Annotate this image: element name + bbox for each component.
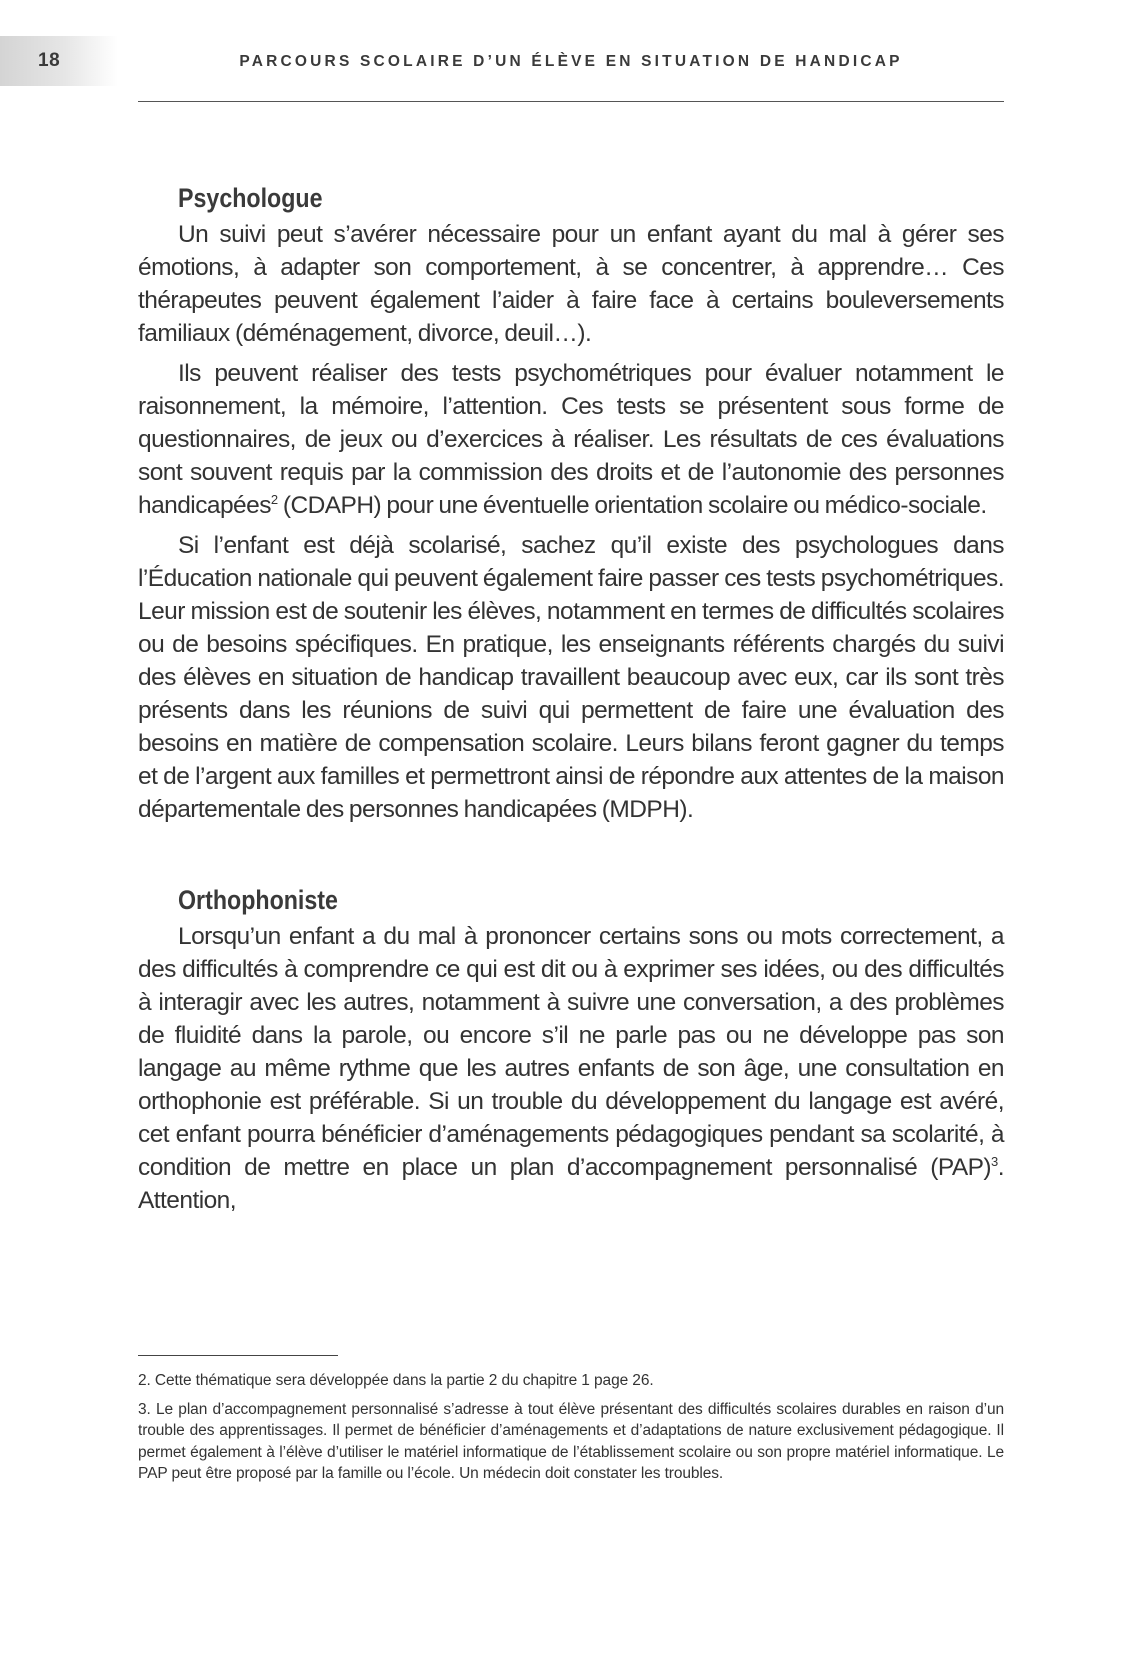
footnote: 3. Le plan d’accompagnement personnalisé s’adresse à tout élève présentant des difficultés scolaires durables en raison d’un trouble des apprentissages. Il permet de bénéficier d’aménagements et d’adaptations de nature exclusivement pédagogique. Il permet également à l’élève d’utiliser le matériel informatique de l’établissement scolaire ou son propre matériel informatique. Le PAP peut être proposé par la famille ou l’école. Un médecin doit constater les troubles.	[138, 1400, 1004, 1482]
paragraph	[138, 218, 1004, 350]
paragraph-text: . Attention,	[138, 1154, 1004, 1214]
paragraph	[138, 920, 1004, 1217]
paragraph	[138, 529, 1004, 826]
footnote-divider	[138, 1355, 338, 1356]
page-number: 18	[38, 50, 61, 71]
paragraph-text: (CDAPH) pour une éventuelle orientation scolaire ou médico-sociale.	[277, 492, 987, 519]
section-heading-psychologue: Psychologue	[178, 183, 323, 213]
footnote-reference: 2	[270, 492, 278, 507]
section-heading-orthophoniste: Orthophoniste	[178, 885, 338, 915]
running-title: PARCOURS SCOLAIRE D’UN ÉLÈVE EN SITUATION DE HANDICAP	[239, 53, 903, 70]
body-text	[138, 180, 1004, 1224]
paragraph-text: Un suivi peut s’avérer nécessaire pour un enfant ayant du mal à gérer ses émotions, à adapter son comportement, à se concentrer, à apprendre… Ces thérapeutes peuvent également l’aider à faire face à certains bouleversements familiaux (déménagement, divorce, deuil…).	[138, 221, 1004, 347]
footnotes	[138, 1370, 1004, 1492]
footnote-reference: 3	[991, 1154, 998, 1169]
paragraph-text: Lorsqu’un enfant a du mal à prononcer certains sons ou mots correctement, a des difficultés à comprendre ce qui est dit ou à exprimer ses idées, ou des difficultés à interagir avec les autres, notamment à suivre une conversation, a des problèmes de fluidité dans la parole, ou encore s’il ne parle pas ou ne développe pas son langage au même rythme que les autres enfants de son âge, une consultation en orthophonie est préférable. Si un trouble du développement du langage est avéré, cet enfant pourra bénéficier d’aménagements pédagogiques pendant sa scolarité, à condition de mettre en place un plan d’accompagnement personnalisé (PAP)	[138, 923, 1004, 1181]
paragraph	[138, 357, 1004, 522]
header-divider	[138, 101, 1004, 102]
paragraph-text: Ils peuvent réaliser des tests psychométriques pour évaluer notamment le raisonnement, la mémoire, l’attention. Ces tests se présentent sous forme de questionnaires, de jeux ou d’exercices à réaliser. Les résultats de ces évaluations sont souvent requis par la commission des droits et de l’autonomie des personnes handicapées	[138, 360, 1004, 519]
footnote: 2. Cette thématique sera développée dans la partie 2 du chapitre 1 page 26.	[138, 1372, 654, 1389]
paragraph-text: Si l’enfant est déjà scolarisé, sachez qu’il existe des psychologues dans l’Éducation nationale qui peuvent également faire passer ces tests psychométriques. Leur mission est de soutenir les élèves, notamment en termes de difficultés scolaires ou de besoins spécifiques. En pratique, les enseignants référents chargés du suivi des élèves en situation de handicap travaillent beaucoup avec eux, car ils sont très présents dans les réunions de suivi qui permettent de faire une évaluation des besoins en matière de compensation scolaire. Leurs bilans feront gagner du temps et de l’argent aux familles et permettront ainsi de répondre aux attentes de la maison départementale des personnes handicapées (MDPH).	[138, 532, 1004, 823]
